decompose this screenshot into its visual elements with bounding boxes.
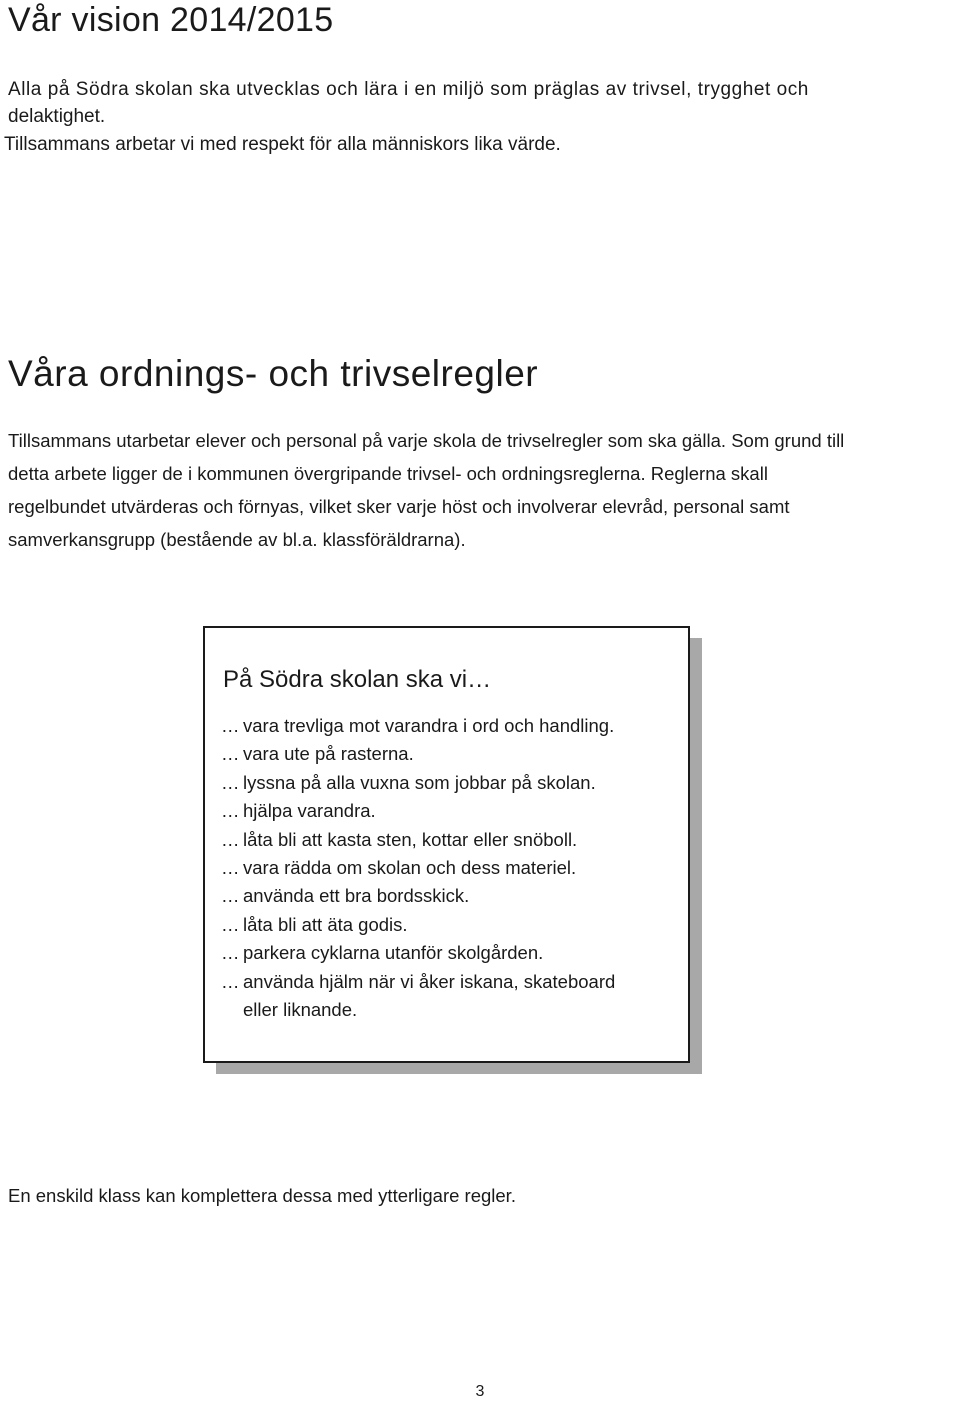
ellipsis-marker: …	[221, 970, 240, 992]
footer-text: En enskild klass kan komplettera dessa med ytterligare regler.	[8, 1185, 516, 1206]
list-item	[221, 712, 615, 740]
rules-box	[203, 626, 690, 1063]
list-item	[221, 740, 615, 768]
list-item-text: parkera cyklarna utanför skolgården.	[243, 942, 544, 964]
ellipsis-marker: …	[221, 885, 240, 907]
list-item	[221, 968, 615, 1025]
list-item-text: låta bli att äta godis.	[243, 913, 408, 935]
list-item-text: vara trevliga mot varandra i ord och handling.	[243, 715, 615, 736]
rules-text-line-2: detta arbete ligger de i kommunen övergripande trivsel- och ordningsreglerna. Reglerna skall	[8, 463, 768, 484]
list-item-text: lyssna på alla vuxna som jobbar på skolan.	[243, 771, 596, 793]
list-item	[221, 769, 615, 797]
rules-heading: Våra ordnings- och trivselregler	[8, 353, 539, 394]
ellipsis-marker: …	[221, 715, 240, 736]
ellipsis-marker: …	[221, 913, 240, 935]
list-item-text: vara ute på rasterna.	[243, 743, 414, 765]
list-item-text: använda ett bra bordsskick.	[243, 885, 470, 907]
list-item	[221, 911, 615, 939]
ellipsis-marker: …	[221, 857, 240, 879]
vision-text-line-2: delaktighet.	[8, 106, 106, 127]
ellipsis-marker: …	[221, 828, 240, 850]
list-item	[221, 826, 615, 854]
list-item-text: låta bli att kasta sten, kottar eller snöboll.	[243, 828, 578, 850]
list-item-text: hjälpa varandra.	[243, 800, 376, 822]
list-item-text: använda hjälm när vi åker iskana, skateboard	[243, 970, 616, 992]
list-item	[221, 939, 615, 967]
list-item	[221, 797, 615, 825]
vision-text-line-1: Alla på Södra skolan ska utvecklas och lära i en miljö som präglas av trivsel, trygghet och	[8, 79, 809, 100]
ellipsis-marker: …	[221, 942, 240, 964]
ellipsis-marker: …	[221, 771, 240, 793]
rules-text-line-4: samverkansgrupp (bestående av bl.a. klassföräldrarna).	[8, 529, 466, 550]
vision-text-line-3: Tillsammans arbetar vi med respekt för alla människors lika värde.	[4, 134, 561, 155]
rules-text-line-1: Tillsammans utarbetar elever och personal på varje skola de trivselregler som ska gälla. Som grund till	[8, 430, 845, 451]
list-item	[221, 882, 615, 910]
rules-list	[221, 712, 615, 1024]
vision-heading: Vår vision 2014/2015	[8, 1, 334, 39]
rules-text-line-3: regelbundet utvärderas och förnyas, vilket sker varje höst och involverar elevråd, personal samt	[8, 496, 790, 517]
list-item	[221, 854, 615, 882]
ellipsis-marker: …	[221, 743, 240, 765]
list-item-text: vara rädda om skolan och dess materiel.	[243, 857, 577, 879]
page-number: 3	[475, 1383, 485, 1400]
ellipsis-marker: …	[221, 800, 240, 822]
rules-box-title: På Södra skolan ska vi…	[223, 666, 492, 693]
list-item-text-continuation: eller liknande.	[243, 999, 358, 1021]
